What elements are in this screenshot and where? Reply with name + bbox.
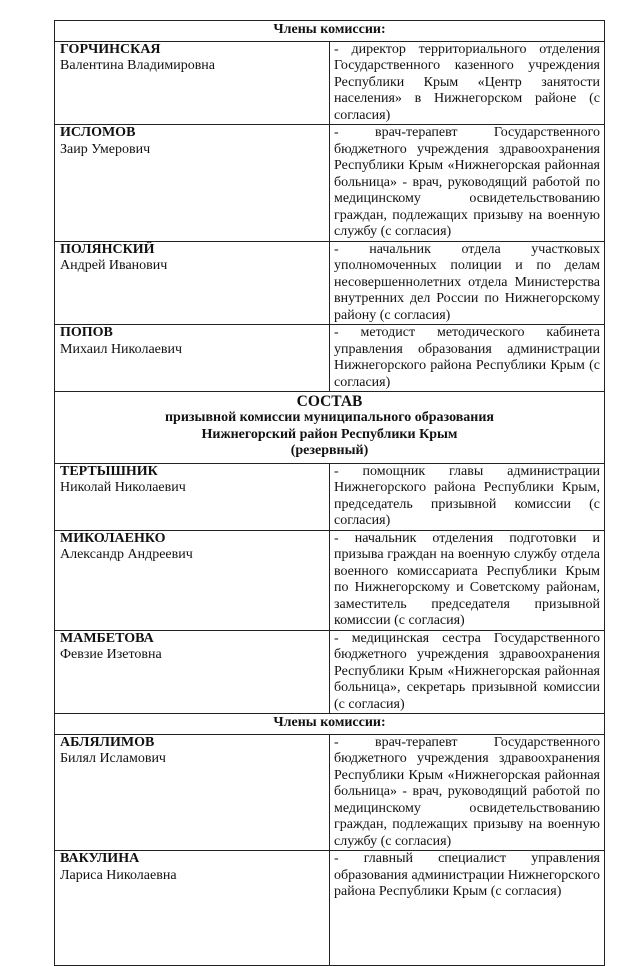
member-surname: ПОЛЯНСКИЙ bbox=[60, 241, 155, 257]
member-surname: ПОПОВ bbox=[60, 325, 113, 340]
member-description: - директор территориального отделения Государственного казенного учреждения Республики Крым «Центр занятости населения» в Нижнегорском районе (с согласия) bbox=[330, 41, 605, 125]
member-row bbox=[55, 325, 605, 392]
member-given-name: Билял Исламович bbox=[60, 751, 166, 766]
member-description: - главный специалист управления образования администрации Нижнегорского района Республики Крым (с согласия) bbox=[330, 851, 605, 966]
member-description: - врач-терапевт Государственного бюджетного учреждения здравоохранения Республики Крым «Нижнегорская районная больница» - врач, руководящий работой по медицинскому освидетельствованию граждан, подлежащих призыву на военную службу (с согласия) bbox=[330, 125, 605, 242]
member-surname: МАМБЕТОВА bbox=[60, 630, 154, 646]
member-given-name: Николай Николаевич bbox=[60, 480, 186, 495]
member-name-cell bbox=[55, 241, 330, 325]
section-header-row bbox=[55, 714, 605, 735]
member-row bbox=[55, 630, 605, 714]
member-description: - помощник главы администрации Нижнегорского района Республики Крым, председатель призывной комиссии (с согласия) bbox=[330, 463, 605, 530]
title-row bbox=[55, 392, 605, 464]
member-row bbox=[55, 41, 605, 125]
member-name-cell bbox=[55, 463, 330, 530]
member-surname: ГОРЧИНСКАЯ bbox=[60, 41, 161, 57]
member-given-name: Александр Андреевич bbox=[60, 547, 193, 562]
member-description: - медицинская сестра Государственного бюджетного учреждения здравоохранения Республики Крым «Нижнегорская районная больница», секретарь призывной комиссии (с согласия) bbox=[330, 630, 605, 714]
member-given-name: Михаил Николаевич bbox=[60, 341, 183, 357]
member-name-cell bbox=[55, 325, 330, 392]
member-description: - врач-терапевт Государственного бюджетного учреждения здравоохранения Республики Крым «Нижнегорская районная больница» - врач, руководящий работой по медицинскому освидетельствованию граждан, подлежащих призыву на военную службу (с согласия) bbox=[330, 734, 605, 851]
member-surname: МИКОЛАЕНКО bbox=[60, 530, 166, 546]
member-row bbox=[55, 463, 605, 530]
member-name-cell bbox=[55, 530, 330, 630]
member-given-name: Заир Умерович bbox=[60, 141, 151, 157]
member-name-cell bbox=[55, 41, 330, 125]
member-given-name: Андрей Иванович bbox=[60, 258, 168, 273]
member-surname: ВАКУЛИНА bbox=[60, 851, 140, 866]
member-row bbox=[55, 530, 605, 630]
member-surname: ИСЛОМОВ bbox=[60, 125, 136, 140]
member-surname: ТЕРТЫШНИК bbox=[60, 463, 158, 479]
commission-document bbox=[54, 20, 605, 966]
member-given-name: Валентина Владимировна bbox=[60, 58, 216, 73]
member-row bbox=[55, 125, 605, 242]
member-name-cell bbox=[55, 630, 330, 714]
section-header: Члены комиссии: bbox=[55, 21, 605, 42]
member-given-name: Февзие Изетовна bbox=[60, 647, 162, 662]
member-row bbox=[55, 734, 605, 851]
member-row bbox=[55, 851, 605, 966]
member-description: - начальник отдела участковых уполномоченных полиции и по делам несовершеннолетних отдела Министерства внутренних дел России по Нижнегорскому району (с согласия) bbox=[330, 241, 605, 325]
title-line-sostav: СОСТАВ bbox=[296, 393, 363, 410]
member-name-cell bbox=[55, 851, 330, 966]
member-name-cell bbox=[55, 125, 330, 242]
commission-table bbox=[54, 20, 605, 966]
member-given-name: Лариса Николаевна bbox=[60, 867, 177, 883]
member-name-cell bbox=[55, 734, 330, 851]
member-surname: АБЛЯЛИМОВ bbox=[60, 734, 155, 750]
member-row bbox=[55, 241, 605, 325]
title-line-reserve: (резервный) bbox=[290, 443, 369, 458]
title-line-commission: призывной комиссии муниципального образования bbox=[164, 410, 495, 425]
section-header-row bbox=[55, 21, 605, 42]
title-line-district: Нижнегорский район Республики Крым bbox=[201, 426, 458, 442]
section-header: Члены комиссии: bbox=[55, 714, 605, 735]
reserve-title bbox=[55, 392, 605, 464]
member-description: - методист методического кабинета управления образования администрации Нижнегорского района Республики Крым (с согласия) bbox=[330, 325, 605, 392]
member-description: - начальник отделения подготовки и призыва граждан на военную службу отдела военного комиссариата Республики Крым по Нижнегорскому и Советскому районам, заместитель председателя призывной комиссии (с согласия) bbox=[330, 530, 605, 630]
